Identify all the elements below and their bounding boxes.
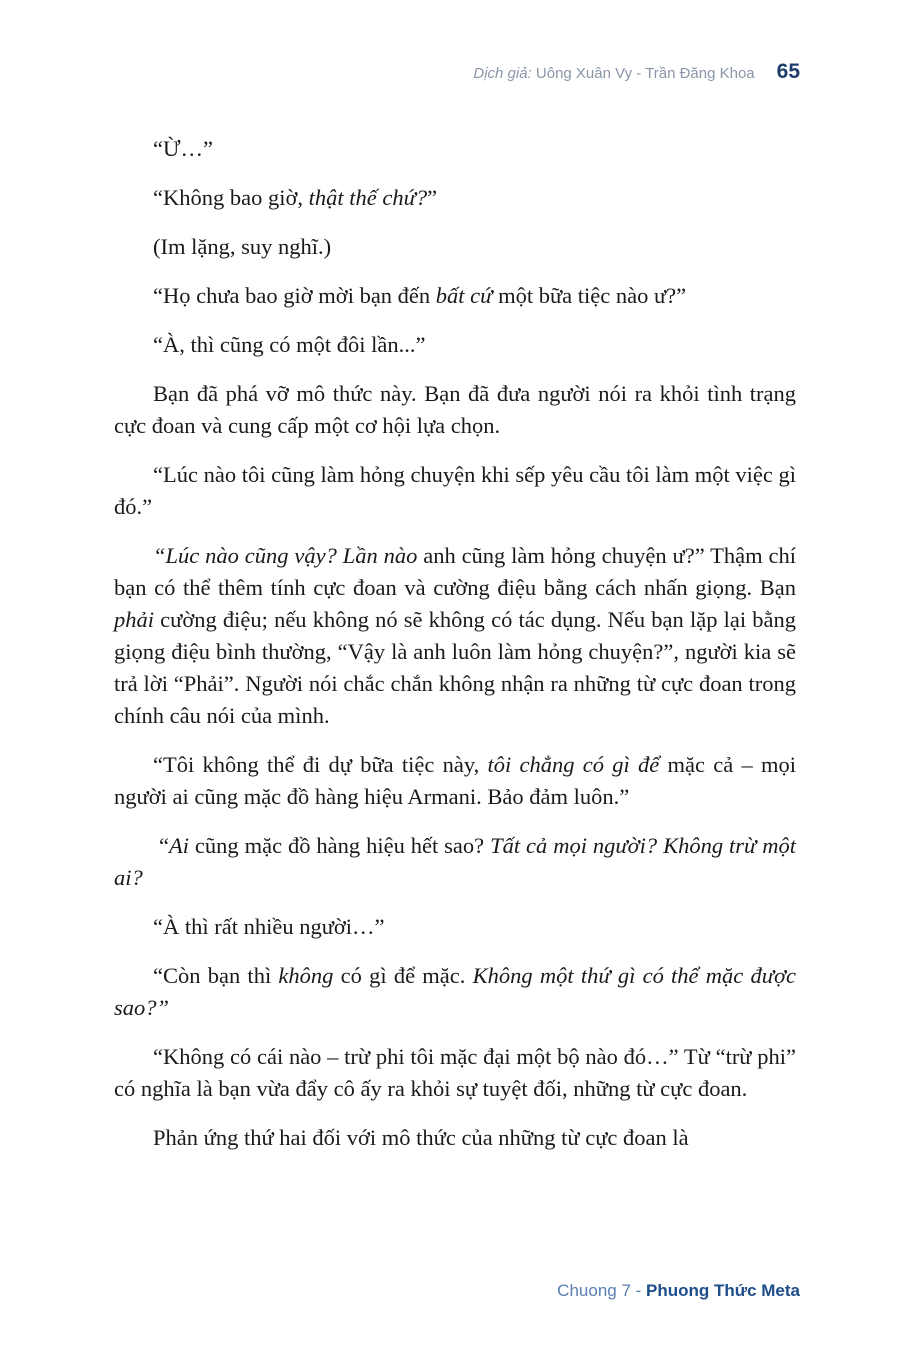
running-header xyxy=(473,60,800,84)
paragraph xyxy=(114,749,796,813)
italic-text: bất cứ xyxy=(435,283,493,308)
paragraph xyxy=(114,830,796,894)
text-run: “Tôi không thể đi dự bữa tiệc này, xyxy=(153,752,488,777)
translator-role: Dịch giả: xyxy=(473,65,532,82)
page-number: 65 xyxy=(776,60,800,83)
translator-names: Uông Xuân Vy - Trần Đăng Khoa xyxy=(535,65,755,82)
paragraph xyxy=(114,231,796,263)
chapter-label: Chuong 7 - xyxy=(557,1281,647,1300)
paragraph xyxy=(114,540,796,732)
paragraph xyxy=(114,133,796,165)
text-run: Bạn đã phá vỡ mô thức này. Bạn đã đưa người nói ra khỏi tình trạng cực đoan và cung cấp một cơ hội lựa chọn. xyxy=(114,381,796,438)
text-run: (Im lặng, suy nghĩ.) xyxy=(153,234,332,259)
running-footer xyxy=(557,1281,800,1301)
text-run: anh cũng làm hỏng chuyện ư?” Thậm chí bạn có thể thêm tính cực đoan và cường điệu bằng cách nhấn giọng. Bạn xyxy=(114,543,796,600)
text-run: “Không bao giờ, xyxy=(153,185,309,210)
italic-text: thật thế chứ? xyxy=(308,185,428,210)
text-run: có gì để mặc. xyxy=(333,963,473,988)
text-run: cũng mặc đồ hàng hiệu hết sao? xyxy=(189,833,491,858)
text-run: ” xyxy=(427,185,438,210)
italic-text: tôi chẳng có gì để xyxy=(487,752,660,777)
text-run: “ xyxy=(159,833,169,858)
italic-text: Ai xyxy=(169,833,189,858)
text-run: “À, thì cũng có một đôi lần...” xyxy=(153,332,426,357)
italic-text: “Lúc nào cũng vậy? Lần nào xyxy=(153,543,418,568)
chapter-title: Phuong Thức Meta xyxy=(646,1281,800,1300)
paragraph xyxy=(114,1122,796,1154)
text-run: “Còn bạn thì xyxy=(153,963,279,988)
paragraph xyxy=(114,459,796,523)
text-run: Phản ứng thứ hai đối với mô thức của những từ cực đoan là xyxy=(153,1125,689,1150)
italic-text: không xyxy=(278,963,334,988)
text-run: cường điệu; nếu không nó sẽ không có tác dụng. Nếu bạn lặp lại bằng giọng điệu bình thường, “Vậy là anh luôn làm hỏng chuyện?”, người kia sẽ trả lời “Phải”. Người nói chắc chắn không nhận ra những từ cực đoan trong chính câu nói của mình. xyxy=(114,607,796,728)
text-run: một bữa tiệc nào ư?” xyxy=(492,283,687,308)
text-run: “Ừ…” xyxy=(153,136,213,161)
paragraph xyxy=(114,378,796,442)
italic-text: phải xyxy=(114,607,155,632)
text-run: “Lúc nào tôi cũng làm hỏng chuyện khi sếp yêu cầu tôi làm một việc gì đó.” xyxy=(114,462,796,519)
text-run: “À thì rất nhiều người…” xyxy=(153,914,385,939)
italic-text: Tất cả mọi người? Không trừ một ai? xyxy=(114,833,796,890)
text-run: “Họ chưa bao giờ mời bạn đến xyxy=(153,283,436,308)
paragraph xyxy=(114,960,796,1024)
text-run: “Không có cái nào – trừ phi tôi mặc đại một bộ nào đó…” Từ “trừ phi” có nghĩa là bạn vừa đẩy cô ấy ra khỏi sự tuyệt đối, những từ cực đoan. xyxy=(114,1044,796,1101)
paragraph xyxy=(114,1041,796,1105)
italic-text: Không một thứ gì có thể mặc được sao?” xyxy=(114,963,796,1020)
paragraph xyxy=(114,911,796,943)
text-run: mặc cả – mọi người ai cũng mặc đồ hàng hiệu Armani. Bảo đảm luôn.” xyxy=(114,752,797,809)
paragraph xyxy=(114,280,796,312)
paragraph xyxy=(114,329,796,361)
paragraph xyxy=(114,182,796,214)
body-text xyxy=(114,133,796,1171)
